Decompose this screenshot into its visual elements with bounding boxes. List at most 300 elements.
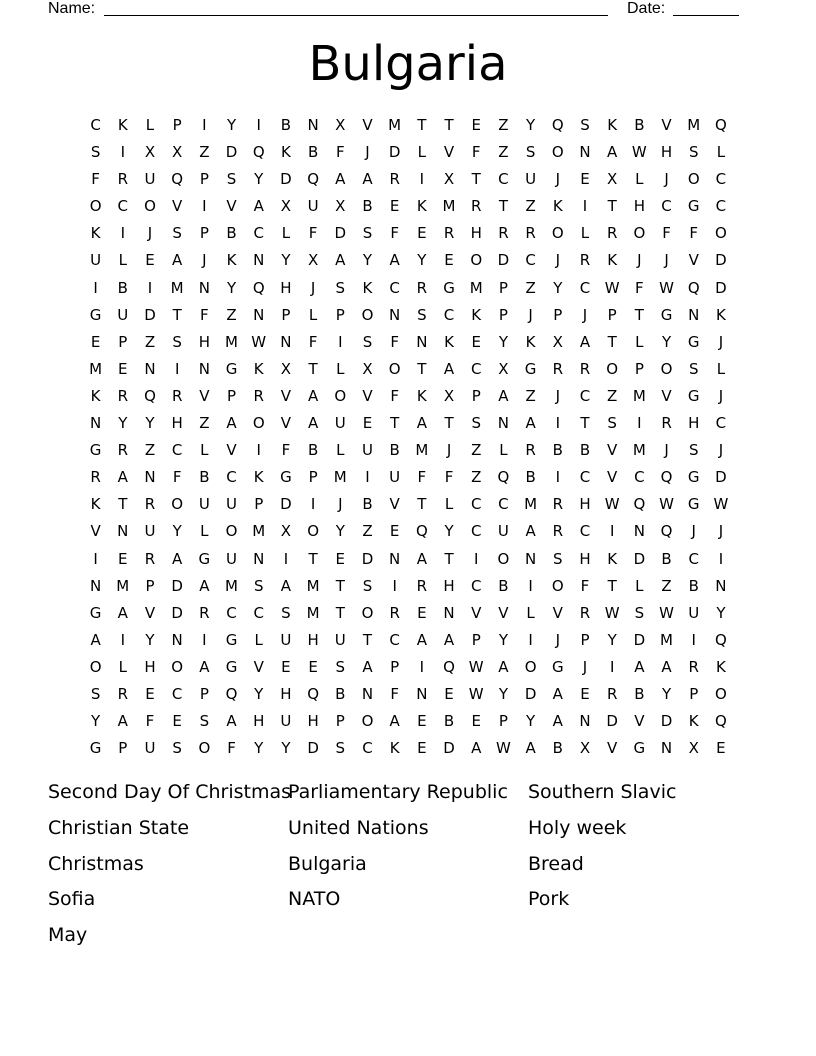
grid-letter: F — [689, 224, 699, 243]
grid-letter: L — [580, 224, 590, 243]
grid-letter: V — [634, 712, 645, 731]
grid-letter: N — [443, 603, 455, 622]
grid-letter: E — [145, 251, 155, 270]
grid-letter: O — [334, 386, 347, 405]
grid-letter: C — [498, 170, 509, 189]
grid-letter: I — [637, 414, 642, 433]
grid-letter: G — [551, 657, 564, 676]
grid-letter: T — [444, 549, 454, 568]
grid-letter: O — [551, 576, 564, 595]
grid-letter: J — [338, 495, 343, 514]
grid-letter: Q — [307, 170, 319, 189]
grid-letter: H — [280, 684, 292, 703]
grid-letter: A — [525, 522, 536, 541]
grid-letter: M — [89, 359, 103, 378]
grid-letter: A — [117, 468, 128, 487]
grid-letter: O — [89, 197, 102, 216]
grid-letter: Q — [551, 116, 564, 134]
grid-letter: O — [171, 657, 184, 676]
grid-letter: I — [609, 522, 615, 541]
grid-letter: I — [555, 414, 560, 433]
grid-letter: C — [90, 116, 101, 134]
grid-letter: C — [634, 468, 645, 487]
grid-letter: H — [660, 143, 673, 162]
grid-letter: A — [199, 657, 210, 676]
grid-letter: S — [362, 332, 373, 351]
grid-letter: O — [551, 143, 564, 162]
grid-letter: P — [254, 495, 264, 514]
grid-letter: I — [419, 657, 425, 676]
grid-letter: P — [498, 305, 508, 324]
grid-letter: A — [117, 712, 128, 731]
grid-letter: E — [417, 739, 427, 758]
grid-letter: N — [389, 549, 401, 568]
grid-letter: F — [172, 468, 182, 487]
grid-letter: C — [226, 603, 237, 622]
grid-letter: E — [471, 116, 481, 134]
word-list-item: Second Day Of Christmas — [48, 781, 292, 803]
grid-letter: V — [443, 143, 455, 162]
grid-letter: E — [580, 170, 590, 189]
grid-letter: Q — [715, 712, 727, 731]
grid-letter: A — [471, 739, 482, 758]
grid-letter: Z — [199, 143, 210, 162]
grid-letter: C — [525, 251, 536, 270]
grid-letter: C — [470, 359, 482, 378]
grid-letter: X — [280, 359, 292, 378]
grid-letter: I — [310, 495, 316, 514]
grid-letter: A — [253, 197, 264, 216]
grid-letter: X — [172, 143, 183, 162]
grid-letter: J — [718, 332, 724, 351]
grid-letter: R — [498, 224, 509, 243]
grid-letter: E — [580, 684, 590, 703]
grid-letter: O — [361, 305, 374, 324]
grid-letter: D — [280, 495, 292, 514]
grid-letter: A — [226, 414, 237, 433]
grid-letter: P — [118, 739, 128, 758]
grid-letter: L — [444, 495, 454, 514]
grid-letter: Z — [471, 468, 482, 487]
grid-letter: Z — [525, 386, 536, 405]
grid-letter: J — [555, 386, 560, 405]
grid-letter: Q — [715, 116, 727, 134]
grid-letter: M — [660, 630, 673, 649]
grid-letter: G — [687, 495, 700, 514]
grid-letter: T — [118, 495, 128, 514]
grid-letter: K — [715, 657, 726, 676]
grid-letter: Y — [362, 251, 373, 270]
grid-letter: R — [117, 386, 128, 405]
grid-letter: A — [307, 414, 319, 433]
grid-letter: Y — [553, 278, 563, 297]
grid-letter: J — [365, 143, 370, 162]
grid-letter: S — [90, 143, 101, 162]
word-list-item: Christmas — [48, 852, 144, 875]
grid-letter: L — [308, 305, 318, 324]
grid-letter: I — [691, 630, 696, 649]
grid-letter: P — [199, 224, 209, 243]
grid-letter: L — [118, 657, 127, 676]
grid-letter: T — [634, 305, 644, 324]
grid-letter: B — [389, 441, 400, 460]
grid-letter: N — [198, 359, 210, 378]
header-line — [48, 0, 748, 20]
grid-letter: D — [715, 468, 727, 487]
grid-letter: F — [662, 224, 671, 243]
grid-letter: G — [225, 657, 238, 676]
grid-letter: Q — [660, 522, 673, 541]
grid-letter: Q — [307, 684, 319, 703]
grid-letter: K — [362, 278, 373, 297]
grid-letter: B — [335, 684, 346, 703]
grid-letter: Y — [335, 522, 345, 541]
grid-letter: D — [715, 251, 727, 270]
grid-letter: A — [307, 386, 319, 405]
grid-letter: E — [118, 549, 128, 568]
grid-letter: M — [524, 495, 538, 514]
grid-letter: I — [582, 197, 588, 216]
grid-letter: H — [253, 712, 265, 731]
grid-letter: T — [444, 414, 454, 433]
grid-letter: U — [117, 305, 129, 324]
grid-letter: J — [202, 251, 207, 270]
name-label: Name: — [48, 0, 96, 17]
grid-letter: N — [198, 278, 210, 297]
grid-letter: U — [280, 630, 292, 649]
grid-letter: Z — [498, 116, 509, 134]
grid-letter: K — [607, 549, 618, 568]
grid-letter: K — [389, 739, 400, 758]
grid-letter: M — [116, 576, 130, 595]
grid-letter: H — [144, 657, 156, 676]
grid-letter: A — [90, 630, 101, 649]
grid-letter: R — [144, 495, 156, 514]
grid-letter: C — [389, 630, 400, 649]
grid-letter: I — [338, 332, 343, 351]
grid-letter: E — [417, 603, 427, 622]
grid-letter: I — [528, 630, 533, 649]
date-blank-line — [673, 0, 739, 16]
grid-letter: R — [579, 603, 591, 622]
grid-letter: C — [470, 522, 482, 541]
grid-letter: C — [443, 305, 455, 324]
grid-letter: I — [256, 441, 261, 460]
grid-letter: U — [226, 495, 238, 514]
grid-letter: A — [579, 332, 591, 351]
grid-letter: K — [253, 468, 264, 487]
grid-letter: I — [609, 657, 615, 676]
grid-letter: F — [580, 576, 590, 595]
grid-letter: N — [280, 332, 292, 351]
grid-letter: G — [687, 468, 700, 487]
grid-letter: B — [362, 495, 373, 514]
grid-letter: E — [362, 414, 373, 433]
grid-letter: X — [498, 359, 509, 378]
grid-letter: K — [525, 332, 536, 351]
grid-letter: R — [90, 468, 101, 487]
grid-letter: A — [226, 712, 237, 731]
page-title: Bulgaria — [308, 36, 508, 92]
grid-letter: D — [225, 143, 238, 162]
grid-letter: T — [362, 630, 373, 649]
grid-letter: N — [144, 359, 156, 378]
grid-letter: I — [474, 549, 479, 568]
grid-letter: V — [144, 603, 156, 622]
grid-letter: V — [90, 522, 101, 541]
word-list-item: Christian State — [48, 816, 190, 839]
grid-letter: J — [147, 224, 153, 243]
grid-letter: A — [389, 712, 400, 731]
grid-letter: N — [579, 143, 591, 162]
letter-grid — [82, 112, 735, 762]
grid-letter: B — [579, 441, 591, 460]
grid-letter: S — [525, 143, 536, 162]
grid-letter: A — [117, 603, 128, 622]
grid-letter: F — [281, 441, 291, 460]
grid-letter: S — [362, 224, 373, 243]
grid-letter: O — [715, 224, 727, 243]
grid-letter: G — [89, 603, 102, 622]
grid-letter: T — [444, 116, 454, 134]
grid-letter: A — [280, 576, 292, 595]
grid-letter: I — [555, 468, 560, 487]
grid-letter: N — [389, 305, 401, 324]
grid-letter: C — [715, 414, 727, 433]
grid-letter: Y — [145, 414, 155, 433]
grid-letter: Q — [225, 684, 238, 703]
grid-letter: P — [172, 116, 182, 134]
grid-letter: H — [171, 414, 183, 433]
grid-letter: W — [604, 603, 620, 622]
grid-letter: A — [335, 170, 346, 189]
grid-letter: V — [552, 603, 563, 622]
grid-letter: K — [416, 197, 427, 216]
grid-letter: P — [689, 684, 699, 703]
grid-letter: X — [335, 116, 346, 134]
grid-letter: S — [634, 603, 645, 622]
grid-letter: C — [661, 197, 672, 216]
grid-letter: O — [361, 712, 374, 731]
grid-letter: V — [389, 495, 400, 514]
grid-letter: R — [661, 414, 672, 433]
grid-letter: N — [688, 305, 700, 324]
grid-letter: Z — [525, 278, 536, 297]
grid-letter: D — [633, 630, 646, 649]
grid-letter: Q — [252, 143, 265, 162]
grid-letter: Y — [498, 684, 508, 703]
grid-letter: X — [335, 197, 346, 216]
grid-letter: Z — [525, 197, 536, 216]
grid-letter: C — [171, 684, 183, 703]
grid-letter: T — [471, 170, 481, 189]
grid-letter: N — [171, 630, 183, 649]
grid-letter: I — [419, 170, 425, 189]
grid-letter: W — [604, 495, 620, 514]
grid-letter: M — [388, 116, 402, 134]
grid-letter: N — [416, 332, 428, 351]
grid-letter: P — [390, 657, 400, 676]
grid-letter: R — [199, 603, 210, 622]
grid-letter: O — [497, 549, 510, 568]
grid-letter: V — [172, 197, 183, 216]
grid-letter: F — [308, 332, 318, 351]
grid-letter: K — [117, 116, 128, 134]
grid-letter: R — [471, 197, 482, 216]
grid-letter: C — [470, 576, 482, 595]
grid-letter: K — [280, 143, 291, 162]
grid-letter: T — [607, 332, 617, 351]
grid-letter: P — [553, 305, 563, 324]
grid-letter: I — [93, 278, 98, 297]
grid-letter: D — [388, 143, 401, 162]
grid-letter: E — [335, 549, 346, 568]
grid-letter: S — [607, 414, 617, 433]
grid-letter: T — [308, 549, 318, 568]
grid-letter: M — [442, 197, 456, 216]
grid-letter: W — [659, 278, 674, 297]
grid-letter: R — [416, 576, 428, 595]
grid-letter: F — [444, 468, 454, 487]
grid-letter: A — [552, 684, 563, 703]
grid-letter: C — [253, 603, 264, 622]
grid-letter: A — [525, 739, 536, 758]
grid-letter: M — [687, 116, 701, 134]
grid-letter: I — [202, 630, 207, 649]
grid-letter: S — [580, 116, 590, 134]
grid-letter: P — [335, 712, 345, 731]
grid-letter: H — [307, 630, 319, 649]
grid-letter: X — [443, 386, 455, 405]
grid-letter: F — [200, 305, 209, 324]
grid-letter: D — [307, 739, 319, 758]
grid-letter: A — [498, 657, 509, 676]
word-list — [48, 776, 768, 955]
word-list-item: NATO — [288, 888, 341, 911]
grid-letter: L — [417, 143, 427, 162]
grid-letter: Y — [254, 739, 264, 758]
grid-letter: X — [688, 739, 699, 758]
grid-letter: C — [579, 522, 591, 541]
grid-letter: X — [280, 197, 292, 216]
grid-letter: Y — [716, 603, 726, 622]
grid-letter: D — [660, 712, 673, 731]
grid-letter: N — [253, 251, 265, 270]
grid-letter: L — [716, 143, 726, 162]
word-list-item: May — [48, 924, 88, 947]
grid-letter: G — [225, 359, 238, 378]
word-list-item: Bulgaria — [288, 852, 367, 875]
grid-letter: F — [91, 170, 100, 189]
grid-letter: D — [497, 251, 510, 270]
grid-letter: R — [606, 224, 618, 243]
grid-letter: L — [635, 170, 644, 189]
grid-letter: Y — [118, 414, 128, 433]
grid-letter: Y — [226, 278, 237, 297]
grid-letter: V — [280, 414, 292, 433]
grid-letter: Z — [199, 414, 210, 433]
grid-letter: P — [308, 468, 318, 487]
grid-letter: R — [117, 170, 128, 189]
grid-letter: H — [688, 414, 700, 433]
grid-letter: V — [199, 386, 210, 405]
grid-letter: I — [365, 468, 370, 487]
grid-letter: J — [664, 251, 669, 270]
word-list-item: United Nations — [288, 816, 429, 839]
grid-letter: R — [579, 251, 591, 270]
grid-letter: B — [552, 441, 563, 460]
grid-letter: S — [281, 603, 291, 622]
grid-letter: X — [579, 739, 591, 758]
grid-letter: R — [606, 684, 618, 703]
grid-letter: V — [688, 251, 699, 270]
grid-letter: S — [335, 657, 346, 676]
grid-letter: J — [582, 657, 588, 676]
grid-letter: D — [715, 278, 727, 297]
grid-letter: E — [281, 657, 291, 676]
grid-letter: F — [390, 386, 399, 405]
date-label: Date: — [627, 0, 666, 17]
grid-letter: N — [89, 576, 102, 595]
grid-letter: T — [417, 116, 427, 134]
grid-letter: N — [253, 305, 265, 324]
grid-letter: R — [552, 359, 563, 378]
grid-letter: O — [198, 739, 211, 758]
grid-letter: U — [361, 441, 373, 460]
grid-letter: H — [579, 549, 591, 568]
grid-letter: O — [144, 197, 156, 216]
grid-letter: Z — [607, 386, 618, 405]
grid-letter: N — [524, 549, 537, 568]
grid-letter: S — [688, 359, 699, 378]
grid-letter: R — [171, 386, 183, 405]
grid-letter: T — [498, 197, 508, 216]
grid-letter: U — [497, 522, 509, 541]
grid-letter: M — [415, 441, 429, 460]
grid-letter: K — [416, 386, 427, 405]
grid-letter: S — [172, 332, 182, 351]
grid-letter: T — [417, 359, 427, 378]
grid-letter: E — [417, 224, 427, 243]
grid-letter: I — [202, 197, 207, 216]
grid-letter: G — [524, 359, 537, 378]
grid-letter: B — [552, 739, 563, 758]
grid-letter: P — [580, 630, 590, 649]
grid-letter: M — [306, 576, 320, 595]
grid-letter: B — [307, 143, 319, 162]
grid-letter: U — [144, 170, 156, 189]
grid-letter: F — [390, 224, 399, 243]
grid-letter: M — [225, 576, 238, 595]
grid-letter: V — [498, 603, 509, 622]
grid-letter: W — [659, 603, 674, 622]
grid-letter: B — [199, 468, 210, 487]
grid-letter: U — [226, 549, 238, 568]
grid-letter: G — [89, 441, 102, 460]
grid-letter: G — [225, 630, 238, 649]
grid-letter: O — [89, 657, 102, 676]
grid-letter: A — [443, 359, 455, 378]
grid-letter: P — [607, 305, 617, 324]
grid-letter: X — [607, 170, 618, 189]
grid-letter: S — [553, 549, 563, 568]
grid-letter: N — [89, 414, 102, 433]
grid-letter: I — [256, 116, 261, 134]
grid-letter: A — [172, 251, 183, 270]
grid-letter: D — [280, 170, 292, 189]
grid-letter: V — [226, 441, 237, 460]
grid-letter: Y — [417, 251, 427, 270]
